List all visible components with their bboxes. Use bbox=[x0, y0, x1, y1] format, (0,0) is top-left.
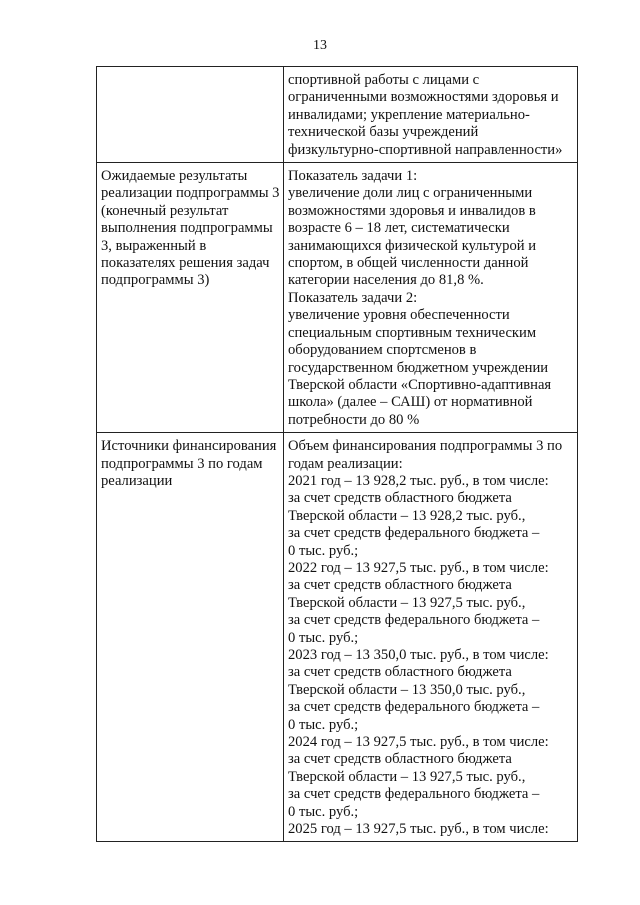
row-label-cell bbox=[97, 163, 284, 433]
content-line: специальным спортивным техническим bbox=[288, 324, 537, 341]
content-line: за счет средств федерального бюджета – bbox=[288, 612, 540, 629]
content-line: Тверской области «Спортивно-адаптивная bbox=[288, 376, 552, 393]
content-line: занимающихся физической культурой и bbox=[288, 237, 537, 254]
label-line: выполнения подпрограммы bbox=[101, 220, 273, 237]
table-body bbox=[97, 67, 578, 842]
row-content-cell bbox=[284, 163, 578, 433]
content-line: за счет средств областного бюджета bbox=[288, 490, 512, 507]
content-line: за счет средств областного бюджета bbox=[288, 577, 512, 594]
content-line: 2021 год – 13 928,2 тыс. руб., в том числе: bbox=[288, 472, 549, 489]
table-row bbox=[97, 433, 578, 842]
content-line: категории населения до 81,8 %. bbox=[288, 272, 484, 289]
content-line: Показатель задачи 1: bbox=[288, 168, 418, 185]
content-line: Тверской области – 13 927,5 тыс. руб., bbox=[288, 594, 526, 611]
content-line: ограниченными возможностями здоровья и bbox=[288, 89, 559, 106]
label-line: подпрограммы 3 по годам bbox=[101, 455, 263, 472]
table-row bbox=[97, 163, 578, 433]
label-line: (конечный результат bbox=[101, 202, 229, 219]
page-number: 13 bbox=[313, 38, 327, 53]
table-row bbox=[97, 67, 578, 163]
row-content-cell bbox=[284, 67, 578, 163]
content-line: 2025 год – 13 927,5 тыс. руб., в том числе: bbox=[288, 821, 549, 838]
label-line: подпрограммы 3) bbox=[101, 272, 210, 289]
label-line: реализации bbox=[101, 472, 173, 489]
content-line: 0 тыс. руб.; bbox=[288, 803, 359, 820]
content-line: увеличение доли лиц с ограниченными bbox=[288, 185, 533, 202]
content-line: 0 тыс. руб.; bbox=[288, 542, 359, 559]
content-line: Объем финансирования подпрограммы 3 по bbox=[288, 438, 563, 455]
content-line: спортом, в общей численности данной bbox=[288, 255, 529, 272]
content-line: 2022 год – 13 927,5 тыс. руб., в том числе: bbox=[288, 559, 549, 576]
content-line: за счет средств федерального бюджета – bbox=[288, 786, 540, 803]
row-label-cell bbox=[97, 67, 284, 163]
row-content-cell bbox=[284, 433, 578, 842]
label-line: Ожидаемые результаты bbox=[101, 168, 248, 185]
content-line: 2023 год – 13 350,0 тыс. руб., в том числе: bbox=[288, 647, 549, 663]
content-line: за счет средств федерального бюджета – bbox=[288, 525, 540, 542]
label-line: реализации подпрограммы 3 bbox=[101, 185, 280, 202]
content-line: за счет средств областного бюджета bbox=[288, 751, 512, 768]
content-line: Тверской области – 13 928,2 тыс. руб., bbox=[288, 507, 526, 524]
content-line: потребности до 80 % bbox=[288, 411, 420, 428]
content-line: физкультурно-спортивной направленности» bbox=[288, 141, 563, 158]
content-line: 2024 год – 13 927,5 тыс. руб., в том числе: bbox=[288, 734, 549, 751]
content-line: возможностями здоровья и инвалидов в bbox=[288, 202, 536, 219]
content-line: за счет средств федерального бюджета – bbox=[288, 699, 540, 716]
label-line: показателях решения задач bbox=[101, 255, 270, 272]
row-label-cell bbox=[97, 433, 284, 842]
content-line: школа» (далее – САШ) от нормативной bbox=[288, 394, 533, 411]
content-line: Тверской области – 13 350,0 тыс. руб., bbox=[288, 681, 526, 698]
content-line: 0 тыс. руб.; bbox=[288, 716, 359, 733]
content-line: возрасте 6 – 18 лет, систематически bbox=[288, 220, 510, 237]
content-line: Тверской области – 13 927,5 тыс. руб., bbox=[288, 768, 526, 785]
content-line: оборудованием спортсменов в bbox=[288, 342, 477, 359]
content-line: инвалидами; укрепление материально- bbox=[288, 106, 530, 123]
content-line: увеличение уровня обеспеченности bbox=[288, 307, 510, 324]
content-line: технической базы учреждений bbox=[288, 124, 479, 141]
content-line: 0 тыс. руб.; bbox=[288, 629, 359, 646]
content-line: Показатель задачи 2: bbox=[288, 289, 418, 306]
content-line: за счет средств областного бюджета bbox=[288, 664, 512, 681]
content-line: спортивной работы с лицами с bbox=[288, 72, 480, 88]
content-line: годам реализации: bbox=[288, 455, 403, 472]
label-line: Источники финансирования bbox=[101, 438, 277, 455]
content-line: государственном бюджетном учреждении bbox=[288, 359, 549, 376]
subprogram-passport-table bbox=[96, 66, 578, 842]
label-line: 3, выраженный в bbox=[101, 237, 207, 254]
